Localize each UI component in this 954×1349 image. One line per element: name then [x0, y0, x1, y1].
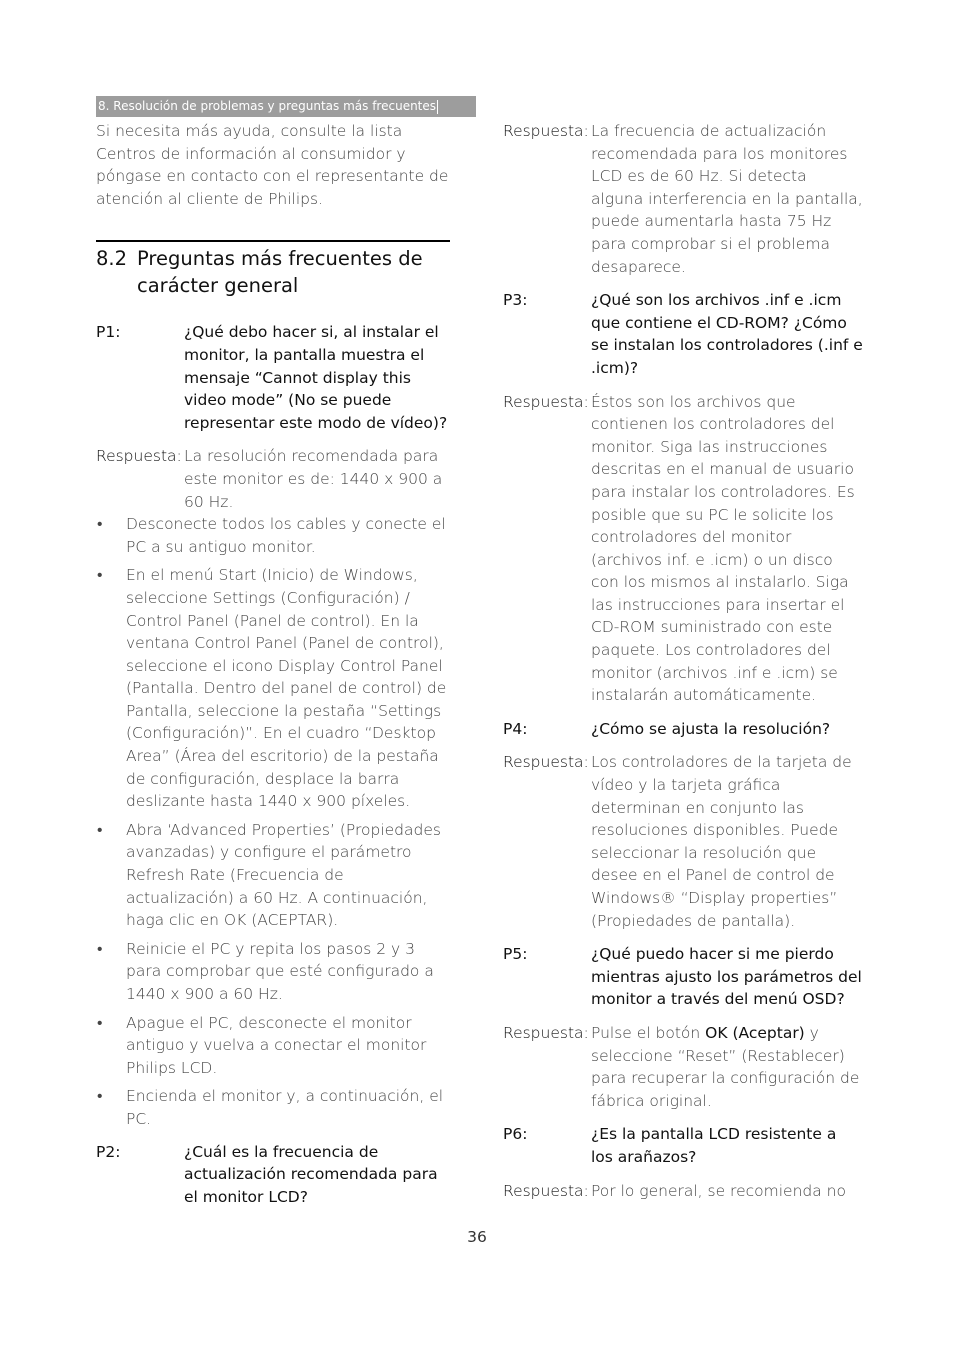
answer-label: Respuesta:: [96, 447, 182, 466]
troubleshooting-steps: [96, 513, 451, 1130]
question-p6: [503, 1123, 863, 1168]
question-text: ¿Qué son los archivos .inf e .icm que contiene el CD-ROM? ¿Cómo se instalan los controladores (.inf e .icm)?: [591, 291, 863, 377]
answer-label: Respuesta:: [503, 122, 589, 140]
answer-text: Éstos son los archivos que contienen los controladores del monitor. Siga las instrucciones descritas en el manual de usuario para instalar los controladores. Es posible que su PC le solicite los controladores del monitor (archivos inf. e .icm) o un disco con los mismos al instalarlo. Siga las instrucciones para insertar el CD-ROM suministrado con este paquete. Los controladores del monitor (archivos .inf e .icm) se instalarán automáticamente.: [591, 392, 855, 705]
question-p5: [503, 943, 863, 1011]
breadcrumb-divider: [437, 100, 438, 114]
question-text: ¿Qué puedo hacer si me pierdo mientras ajusto los parámetros del monitor a través del menú OSD?: [591, 945, 862, 1009]
bullet-icon: •: [97, 515, 103, 534]
section-number: 8.2: [96, 247, 128, 271]
answer-text: Los controladores de la tarjeta de vídeo y la tarjeta gráfica determinan en conjunto las resoluciones disponibles. Puede seleccionar la resolución que desee en el Panel de control de Windows® “Display properties” (Propiedades de pantalla).: [591, 753, 852, 930]
step-text: Reinicie el PC y repita los pasos 2 y 3 para comprobar que esté configurado a 1440 x 900 a 60 Hz.: [126, 939, 434, 1003]
bullet-icon: •: [97, 820, 103, 839]
step-text: Apague el PC, desconecte el monitor antiguo y vuelva a conectar el monitor Philips LCD.: [126, 1013, 427, 1077]
bullet-icon: •: [97, 1087, 103, 1106]
chapter-breadcrumb: [96, 96, 476, 117]
question-p3: [503, 289, 863, 379]
list-item: [96, 819, 451, 932]
right-column: [503, 120, 863, 1213]
question-p2: [96, 1141, 451, 1209]
answer-label: Respuesta:: [503, 1023, 589, 1042]
answer-p5: [503, 1022, 863, 1112]
answer-text-end: y seleccione “Reset” (Restablecer) para recuperar la configuración de fábrica original.: [591, 1023, 860, 1110]
answer-text: Por lo general, se recomienda no: [591, 1181, 846, 1200]
answer-label: Respuesta:: [503, 1181, 589, 1200]
answer-label: Respuesta:: [503, 753, 589, 772]
answer-p4: [503, 751, 863, 932]
step-text: Abra ‘Advanced Properties’ (Propiedades avanzadas) y configure el parámetro Refresh Rate (Frecuencia de actualización) a 60 Hz. A continuación, haga clic en OK (ACEPTAR).: [126, 820, 441, 930]
question-text: ¿Cómo se ajusta la resolución?: [591, 719, 831, 738]
question-text: ¿Cuál es la frecuencia de actualización recomendada para el monitor LCD?: [184, 1142, 438, 1206]
question-label: P5:: [503, 945, 528, 964]
question-label: P4:: [503, 719, 528, 738]
section-heading: [96, 240, 450, 299]
question-p4: [503, 718, 863, 741]
question-label: P6:: [503, 1125, 528, 1144]
answer-text: [591, 1022, 863, 1112]
answer-text-start: Pulse el botón: [591, 1023, 701, 1042]
list-item: [96, 938, 451, 1006]
bullet-icon: •: [97, 1013, 103, 1032]
answer-label: Respuesta:: [503, 392, 589, 411]
bullet-icon: •: [97, 939, 103, 958]
list-item: [96, 513, 451, 558]
list-item: [96, 1085, 451, 1130]
ok-key-name: OK (Aceptar): [705, 1023, 805, 1042]
question-label: P1:: [96, 323, 121, 342]
step-text: Desconecte todos los cables y conecte el PC a su antiguo monitor.: [126, 515, 446, 556]
answer-text: La resolución recomendada para este monitor es de: 1440 x 900 a 60 Hz.: [184, 447, 443, 511]
step-text: Encienda el monitor y, a continuación, el PC.: [126, 1087, 444, 1128]
page-number: 36: [467, 1228, 487, 1246]
answer-text: La frecuencia de actualización recomendada para los monitores LCD es de 60 Hz. Si detecta alguna interferencia en la pantalla, puede aumentarla hasta 75 Hz para comprobar si el problema desaparece.: [591, 122, 863, 276]
answer-p6: [503, 1180, 863, 1203]
list-item: [96, 564, 451, 813]
list-item: [96, 1012, 451, 1080]
question-label: P3:: [503, 291, 528, 310]
left-column: [96, 120, 451, 1219]
step-text: En el menú Start (Inicio) de Windows, seleccione Settings (Configuración) / Control Panel (Panel de control). En la ventana Control Panel (Panel de control), seleccione el icono Display Control Panel (Pantalla. Dentro del panel de control) de Pantalla, seleccione la pestaña “Settings (Configuración)”. En el cuadro “Desktop Area” (Área del escritorio) de la pestaña de configuración, desplace la barra deslizante hasta 1440 x 900 píxeles.: [126, 566, 447, 811]
question-label: P2:: [96, 1142, 121, 1161]
bullet-icon: •: [97, 566, 103, 585]
answer-p3: [503, 391, 863, 707]
section-title: Preguntas más frecuentes de carácter general: [137, 247, 423, 298]
answer-p2: [503, 120, 863, 278]
answer-p1: [96, 445, 451, 513]
intro-paragraph: Si necesita más ayuda, consulte la lista Centros de información al consumidor y póngase en contacto con el representante de atención al cliente de Philips.: [96, 122, 449, 208]
question-p1: [96, 321, 451, 434]
question-text: ¿Qué debo hacer si, al instalar el monitor, la pantalla muestra el mensaje “Cannot display this video mode” (No se puede representar este modo de vídeo)?: [184, 323, 448, 432]
question-text: ¿Es la pantalla LCD resistente a los arañazos?: [591, 1125, 837, 1166]
chapter-breadcrumb-text: 8. Resolución de problemas y preguntas más frecuentes: [98, 99, 437, 113]
